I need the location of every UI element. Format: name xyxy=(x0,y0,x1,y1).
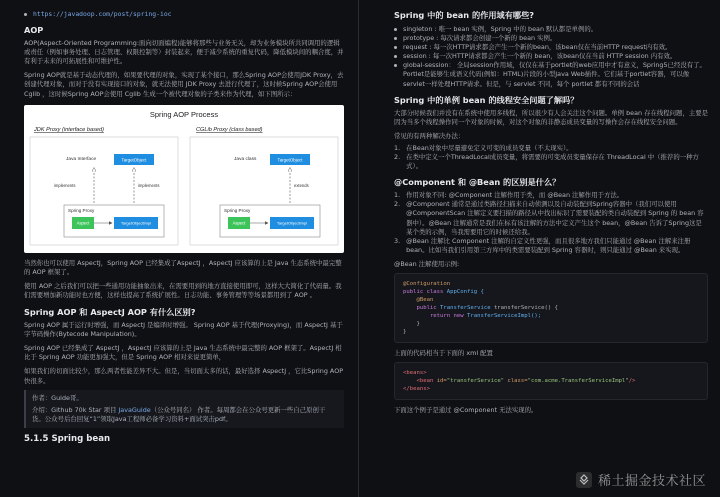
code-line xyxy=(403,280,699,288)
solution-text: 在Bean对象中尽量避免定义可变的成员变量（不太现实）。 xyxy=(406,143,573,152)
list-number: 2. xyxy=(394,153,401,162)
list-item xyxy=(394,61,708,88)
code-line: </beans> xyxy=(403,386,430,393)
target-impl-label-jdk: TargetObjectImpl xyxy=(120,220,152,226)
juejin-logo-icon xyxy=(576,472,592,488)
use-aop-paragraph: 使用 AOP 之后我们可以把一些通用功能抽象出来，在需要用到的地方直接使用即可，这样大大简化了代码量。我们需要增加新功能时也方便，这样也提高了系统扩展性。日志功能、事务管理等等场景都用到了 AOP 。 xyxy=(24,281,342,299)
aop-diff-paragraph-3: 如果我们的切面比较少，那么两者性能差异不大。但是，当切面太多的话，最好选择 AspectJ ，它比Spring AOP 快很多。 xyxy=(24,367,344,385)
code-line: <beans> xyxy=(403,370,427,377)
list-item xyxy=(394,144,708,153)
aop-diff-heading: Spring AOP 和 AspectJ AOP 有什么区别? xyxy=(24,307,196,318)
type-token: TransferService xyxy=(440,304,494,311)
component-item-text: @Component 通常是通过类路径扫描来自动侦测以及自动装配到Spring容器中（我们可以使用 @ComponentScan 注解定义要扫描的路径从中找出标识了需要装配的类自动装配到 Spring 的 bean 容器中）。@Bean 注解通常是我们在标有该注解的方法中定义产生这个 bean，@Bean 告诉了Spring这是某个类的示例，当我需要用它的时候还给我。 xyxy=(406,200,704,236)
scope-item-text: session : 每一次HTTP请求都会产生一个新的 bean，该bean仅在当前 HTTP session 内有效。 xyxy=(403,52,677,61)
java-class-label: Java class xyxy=(234,156,257,162)
cglib-panel xyxy=(190,137,338,245)
solution-text: 在类中定义一个ThreadLocal成员变量，将需要的可变成员变量保存在 ThreadLocal 中（推荐的一种方式）。 xyxy=(406,153,699,171)
bullet-icon xyxy=(394,28,397,31)
aop-diff-paragraph-1: Spring AOP 属于运行时增强，而 AspectJ 是编译时增强。 Spring AOP 基于代理(Proxying)，而 AspectJ 基于字节码操作(Bytecode Manipulation)。 xyxy=(24,321,343,339)
implements-label-1: implements xyxy=(54,182,76,188)
thread-safety-paragraph: 大部分时候我们并没有在系统中使用多线程，所以很少有人会关注这个问题。单例 bean 存在线程问题，主要是因为当多个线程操作同一个对象的时候，对这个对象的非静态成员变量的写操作会存在线程安全问题。 xyxy=(394,108,708,126)
scope-item-text: global-session： 全局session作用域，仅仅在基于portlet的web应用中才有意义，Spring5已经没有了。Portlet是能够生成语义代码(例如：HTML)片段的小型Java Web插件。它们基于portlet容器，可以像servlet一样处理HTTP请求。但是，与 servlet 不同，每个 portlet 都有不同的会话 xyxy=(403,61,706,88)
annotation-token: @Bean xyxy=(403,296,434,303)
component-list xyxy=(394,191,708,255)
tag-token: /> xyxy=(628,378,636,385)
spring-bean-section-heading: 5.1.5 Spring bean xyxy=(24,433,111,444)
url-list-item xyxy=(24,10,344,19)
quote-intro xyxy=(32,406,338,424)
solutions-intro: 常见的有两种解决办法： xyxy=(394,131,465,140)
list-item xyxy=(394,237,708,255)
aspectj-paragraph: 当然你也可以使用 AspectJ，Spring AOP 已经集成了AspectJ ，AspectJ 应该算的上是 Java 生态系统中最完整的 AOP 框架了。 xyxy=(24,258,342,276)
aspect-label-jdk: Aspect xyxy=(76,220,90,226)
right-column xyxy=(362,0,720,497)
list-item xyxy=(394,52,708,61)
column-divider xyxy=(358,0,359,497)
java-code-block xyxy=(394,273,708,343)
list-item xyxy=(394,43,708,52)
list-number: 1. xyxy=(394,143,401,152)
list-item xyxy=(394,34,708,43)
spring-proxy-label-jdk: Spring Proxy xyxy=(68,207,95,213)
list-item xyxy=(394,25,708,34)
jdk-proxy-label: JDK Proxy (interface based) xyxy=(34,126,104,133)
aop-paragraph-1: AOP(Aspect-Oriented Programming:面向切面编程)能够将那些与业务无关，却为业务模块所共同调用的逻辑或责任（例如事务处理、日志管理、权限控制等）封装起来，便于减少系统的重复代码，降低模块间的耦合度，并有利于未来的可拓展性和可维护性。 xyxy=(24,39,344,66)
class-name-token: AppConfig { xyxy=(446,288,484,295)
quote-intro-post: （公众号同名） 作者。每周都会在公众号更新一些自己原创干货。公众号后台回复“1”领取Java工程师必备学习资料+面试突击pdf。 xyxy=(32,405,326,423)
aop-paragraph-2: Spring AOP就是基于动态代理的，如果要代理的对象，实现了某个接口，那么Spring AOP会使用JDK Proxy，去创建代理对象，而对于没有实现接口的对象，就无法使用 JDK Proxy 去进行代理了，这时候Spring AOP会使用Cglib ，这时候Spring AOP会使用 Cglib 生成一个被代理对象的子类来作为代理，如下图所示： xyxy=(24,71,344,98)
attr-token: id= xyxy=(436,378,447,385)
javaguide-link[interactable]: JavaGuide xyxy=(118,405,151,414)
target-object-label-jdk: TargetObject xyxy=(121,157,147,163)
java-interface-label: Java Interface xyxy=(66,156,97,162)
scope-list xyxy=(394,25,708,89)
thread-safety-heading: Spring 中的单例 bean 的线程安全问题了解吗？ xyxy=(394,94,579,105)
juejin-watermark xyxy=(576,470,706,489)
scope-item-text: prototype : 每次请求都会创建一个新的 bean 实例。 xyxy=(403,34,557,43)
bullet-icon xyxy=(394,37,397,40)
author-quote xyxy=(24,390,344,428)
string-token: "transferService" xyxy=(446,378,508,385)
bullet-icon xyxy=(394,64,397,67)
solutions-list xyxy=(394,144,708,171)
tag-token: <bean xyxy=(403,378,437,385)
attr-token: class= xyxy=(507,378,528,385)
code-line xyxy=(403,296,699,304)
keyword-token: public xyxy=(403,304,441,311)
cglib-proxy-label: CGLib Proxy (class based) xyxy=(196,126,263,133)
list-number: 2. xyxy=(394,200,401,209)
constructor-token: TransferServiceImpl(); xyxy=(467,312,542,319)
bean-example-intro: @Bean 注解使用示例: xyxy=(394,259,460,268)
left-column xyxy=(0,0,356,497)
diagram-title: Spring AOP Process xyxy=(149,109,219,119)
aop-heading: AOP xyxy=(24,25,44,36)
string-token: "com.acme.TransferServiceImpl" xyxy=(527,378,629,385)
target-impl-label-cglib: TargetObjectImpl xyxy=(276,220,308,226)
bean-scope-heading: Spring 中的 bean 的作用域有哪些? xyxy=(394,10,535,20)
bullet-icon xyxy=(394,46,397,49)
xml-code-block xyxy=(394,362,708,400)
code-line xyxy=(403,312,699,320)
component-item-text: 作用对象不同: @Component 注解作用于类，而 @Bean 注解作用于方法。 xyxy=(406,191,624,200)
aop-diff-paragraph-2: Spring AOP 已经集成了 AspectJ ，AspectJ 应该算的上是 Java 生态系统中最完整的 AOP 框架了。AspectJ 相比于 Spring AOP 功能更加强大，但是 Spring AOP 相对来说更简单， xyxy=(24,344,342,362)
list-number: 3. xyxy=(394,236,401,245)
list-item xyxy=(394,153,708,171)
annotation-token: @Configuration xyxy=(403,280,451,287)
code-line: } xyxy=(403,328,407,335)
quote-author: 作者：Guide哥。 xyxy=(32,393,83,402)
code-line: } xyxy=(403,320,420,327)
quote-intro-pre: 介绍：Github 70k Star 项目 xyxy=(32,405,119,414)
code-line xyxy=(403,304,699,312)
xml-intro: 上面的代码相当于下面的 xml 配置 xyxy=(394,348,493,357)
aspect-label-cglib: Aspect xyxy=(232,220,246,226)
spring-proxy-label-cglib: Spring Proxy xyxy=(224,207,251,213)
scope-item-text: singleton : 唯一 bean 实例，Spring 中的 bean 默认都是单例的。 xyxy=(403,25,598,33)
keyword-token: return new xyxy=(403,312,467,319)
javadoop-link[interactable]: https://javadoop.com/post/spring-ioc xyxy=(33,10,172,18)
bullet-icon xyxy=(394,55,397,58)
spring-aop-diagram xyxy=(24,105,344,253)
watermark-text: 稀土掘金技术社区 xyxy=(597,474,706,489)
extends-label: extends xyxy=(294,182,309,188)
list-number: 1. xyxy=(394,191,401,200)
component-bean-heading: @Component 和 @Bean 的区别是什么？ xyxy=(394,177,561,188)
implements-label-2: implements xyxy=(138,182,160,188)
code-line xyxy=(403,288,699,296)
component-limit-paragraph: 下面这个例子是通过 @Component 无法实现的。 xyxy=(394,406,538,415)
bullet-icon xyxy=(24,13,27,16)
code-line xyxy=(403,377,699,385)
list-item xyxy=(394,191,708,200)
list-item xyxy=(394,200,708,236)
scope-item-text: request : 每一次HTTP请求都会产生一个新的bean，该bean仅在当前HTTP request内有效。 xyxy=(403,43,672,52)
component-item-text: @Bean 注解比 Component 注解的自定义性更强，而且很多地方我们只能通过 @Bean 注解来注册bean。比如当我们引用第三方库中的类需要装配到 Spring 容器时，则只能通过 @Bean 来实现。 xyxy=(406,236,691,254)
keyword-token: public class xyxy=(403,288,447,295)
method-token: transferService() { xyxy=(493,304,558,311)
target-object-label-cglib: TargetObject xyxy=(277,157,303,163)
